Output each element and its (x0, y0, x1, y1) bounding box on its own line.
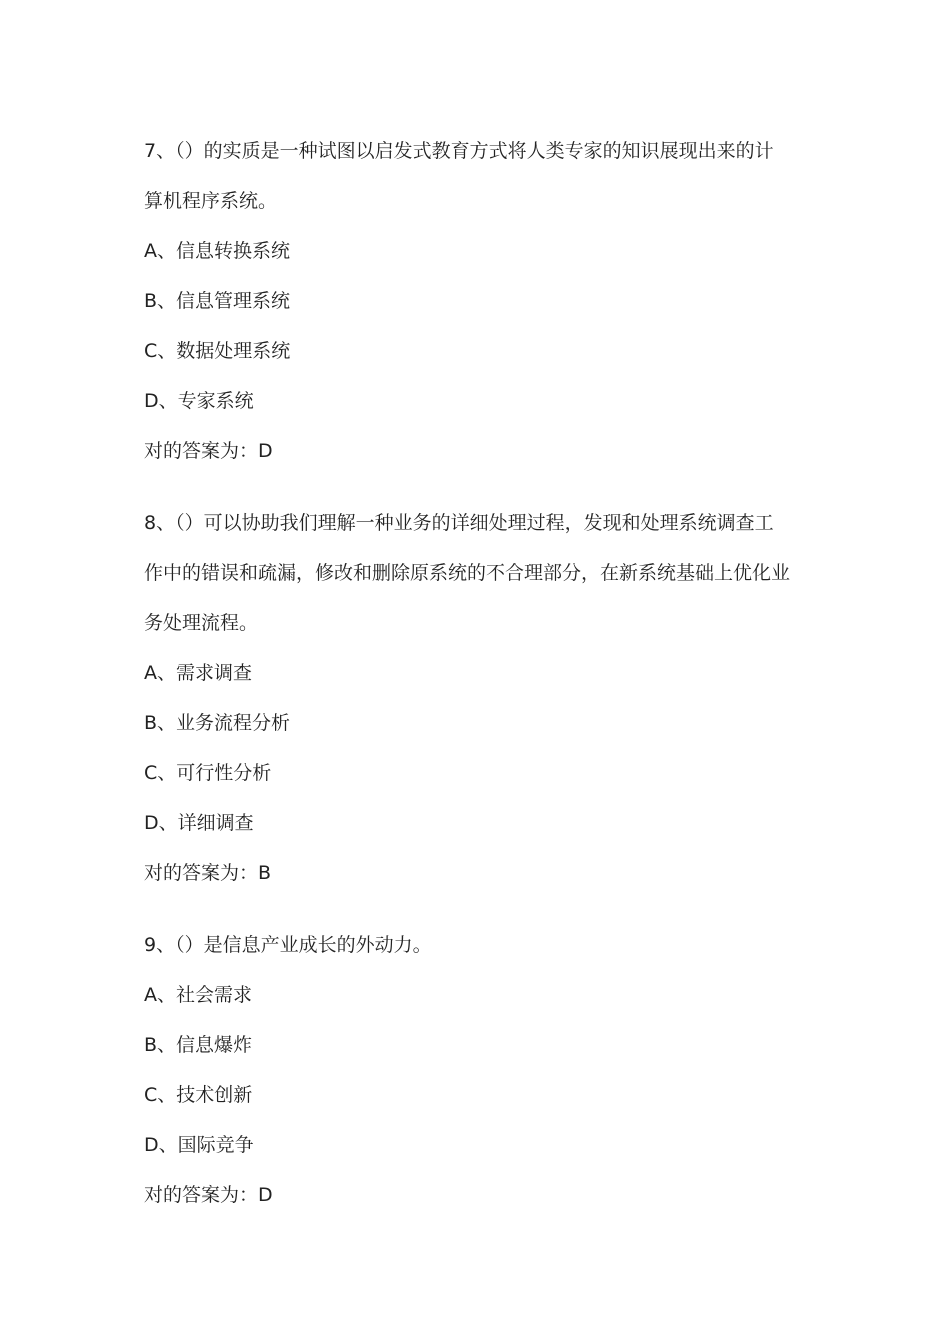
question-gap (144, 476, 812, 498)
option-b: B、信息爆炸 (144, 1034, 253, 1056)
question-gap (144, 898, 812, 920)
option-c: C、可行性分析 (144, 762, 272, 784)
answer-text: 对的答案为：B (144, 862, 272, 884)
option-d: D、详细调查 (144, 812, 254, 834)
option-a: A、信息转换系统 (144, 240, 290, 262)
option-c: C、数据处理系统 (144, 340, 291, 362)
option-b: B、信息管理系统 (144, 290, 291, 312)
option-c: C、技术创新 (144, 1084, 253, 1106)
question-text (144, 920, 812, 970)
question-text (144, 126, 812, 226)
question-8 (144, 498, 812, 898)
question-text (144, 498, 812, 648)
answer-text: 对的答案为：D (144, 440, 273, 462)
question-9 (144, 920, 812, 1220)
question-line: 9、（）是信息产业成长的外动力。 (144, 934, 432, 956)
option-a: A、需求调查 (144, 662, 252, 684)
question-7 (144, 126, 812, 476)
option-d: D、国际竞争 (144, 1134, 254, 1156)
question-line: 7、（）的实质是一种试图以启发式教育方式将人类专家的知识展现出来的计 (144, 140, 774, 162)
question-line: 务处理流程。 (144, 612, 259, 634)
document-page (144, 126, 812, 1220)
option-b: B、业务流程分析 (144, 712, 291, 734)
question-line: 作中的错误和疏漏，修改和删除原系统的不合理部分，在新系统基础上优化业 (144, 562, 791, 584)
question-line: 8、（）可以协助我们理解一种业务的详细处理过程，发现和处理系统调查工 (144, 512, 774, 534)
option-a: A、社会需求 (144, 984, 252, 1006)
option-d: D、专家系统 (144, 390, 254, 412)
question-line: 算机程序系统。 (144, 190, 278, 212)
answer-text: 对的答案为：D (144, 1184, 273, 1206)
